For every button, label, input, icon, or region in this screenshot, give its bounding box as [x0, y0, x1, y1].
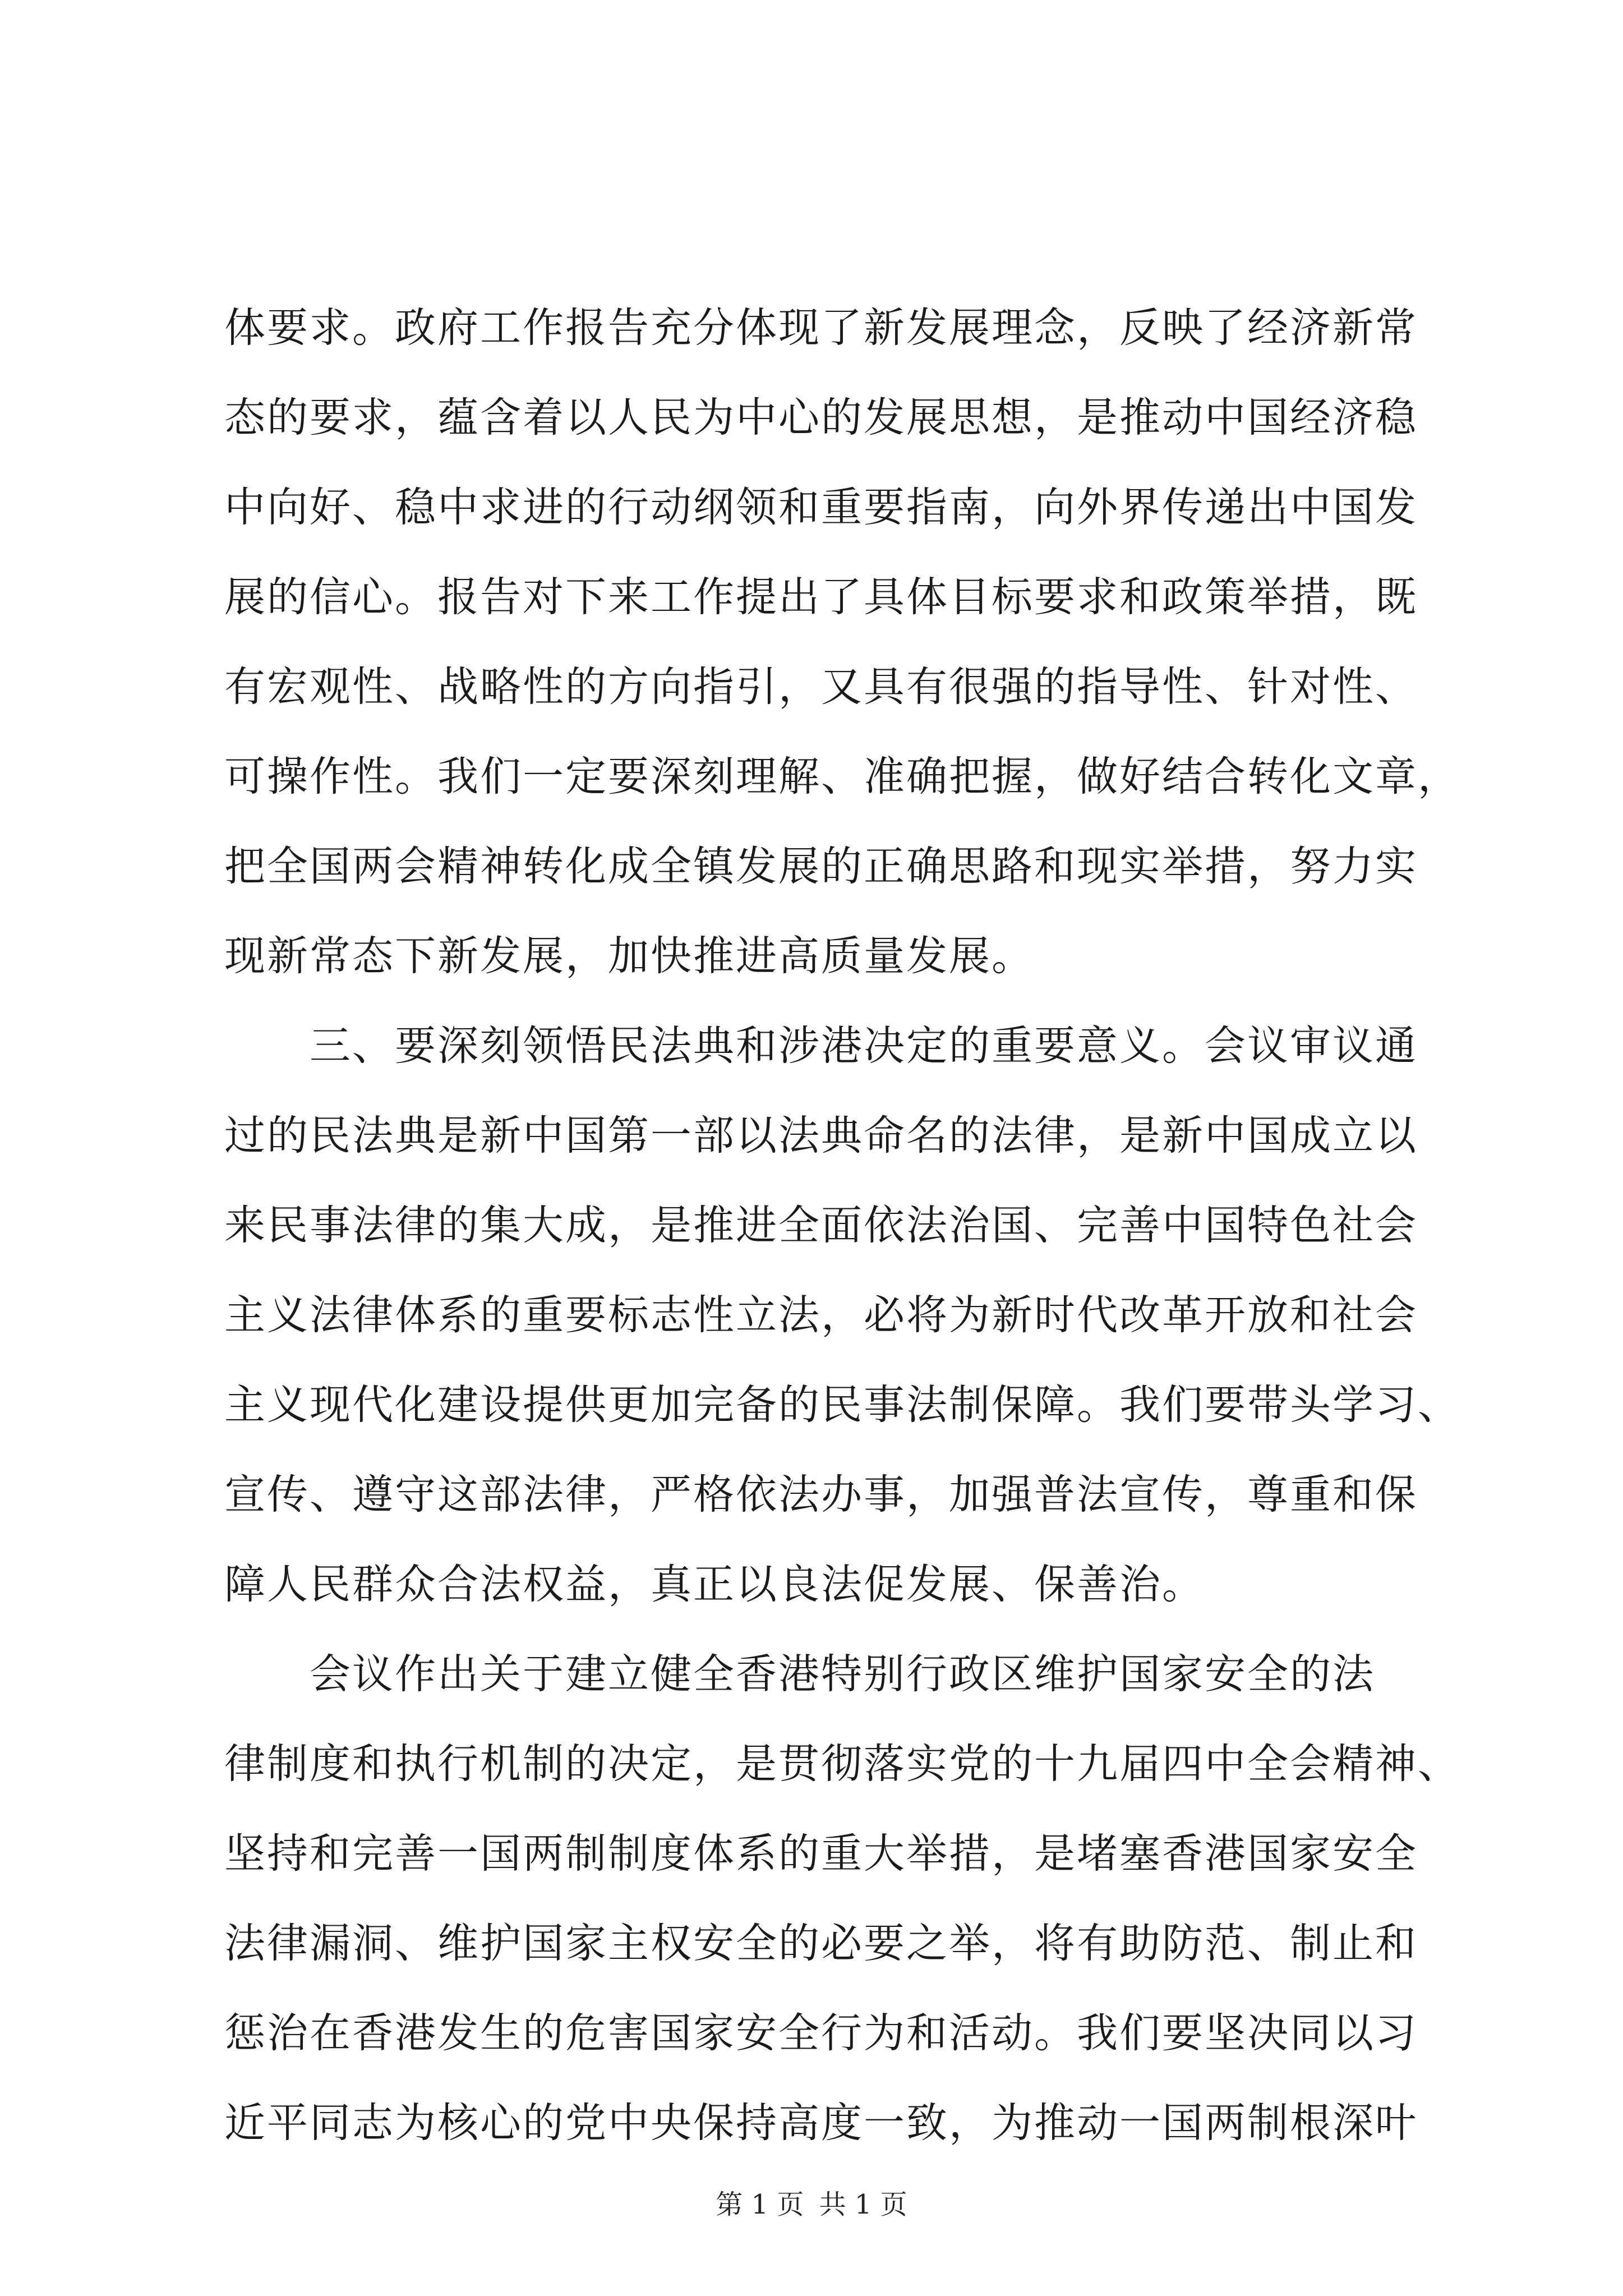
text-line-16: 会议作出关于建立健全香港特别行政区维护国家安全的法 — [224, 1650, 1375, 1698]
text-line-1: 体要求。政府工作报告充分体现了新发展理念，反映了经济新常 — [224, 304, 1418, 352]
text-line-18: 坚持和完善一国两制制度体系的重大举措，是堵塞香港国家安全 — [224, 1830, 1418, 1878]
page-number: 第 1 页 — [716, 2189, 804, 2220]
text-line-13: 主义现代化建设提供更加完备的民事法制保障。我们要带头学习、 — [224, 1381, 1460, 1429]
text-line-7: 把全国两会精神转化成全镇发展的正确思路和现实举措，努力实 — [224, 843, 1418, 890]
text-line-15: 障人民群众合法权益，真正以良法促发展、保善治。 — [224, 1561, 1205, 1608]
text-line-8: 现新常态下新发展，加快推进高质量发展。 — [224, 932, 1034, 980]
text-line-6: 可操作性。我们一定要深刻理解、准确把握，做好结合转化文章， — [224, 753, 1460, 800]
text-line-14: 宣传、遵守这部法律，严格依法办事，加强普法宣传，尊重和保 — [224, 1471, 1418, 1519]
text-line-17: 律制度和执行机制的决定，是贯彻落实党的十九届四中全会精神、 — [224, 1740, 1460, 1788]
page-footer — [0, 2188, 1623, 2221]
text-line-11: 来民事法律的集大成，是推进全面依法治国、完善中国特色社会 — [224, 1202, 1418, 1249]
text-line-2: 态的要求，蕴含着以人民为中心的发展思想，是推动中国经济稳 — [224, 394, 1418, 441]
text-line-19: 法律漏洞、维护国家主权安全的必要之举，将有助防范、制止和 — [224, 1920, 1418, 1967]
page-total: 共 1 页 — [819, 2189, 907, 2220]
text-line-3: 中向好、稳中求进的行动纲领和重要指南，向外界传递出中国发 — [224, 484, 1418, 531]
text-line-21: 近平同志为核心的党中央保持高度一致，为推动一国两制根深叶 — [224, 2099, 1418, 2147]
text-line-5: 有宏观性、战略性的方向指引，又具有很强的指导性、针对性、 — [224, 663, 1418, 711]
text-line-20: 惩治在香港发生的危害国家安全行为和活动。我们要坚决同以习 — [224, 2009, 1418, 2057]
text-line-10: 过的民法典是新中国第一部以法典命名的法律，是新中国成立以 — [224, 1112, 1418, 1159]
text-line-9: 三、要深刻领悟民法典和涉港决定的重要意义。会议审议通 — [224, 1022, 1418, 1070]
text-line-12: 主义法律体系的重要标志性立法，必将为新时代改革开放和社会 — [224, 1291, 1418, 1339]
text-line-4: 展的信心。报告对下来工作提出了具体目标要求和政策举措，既 — [224, 573, 1418, 621]
